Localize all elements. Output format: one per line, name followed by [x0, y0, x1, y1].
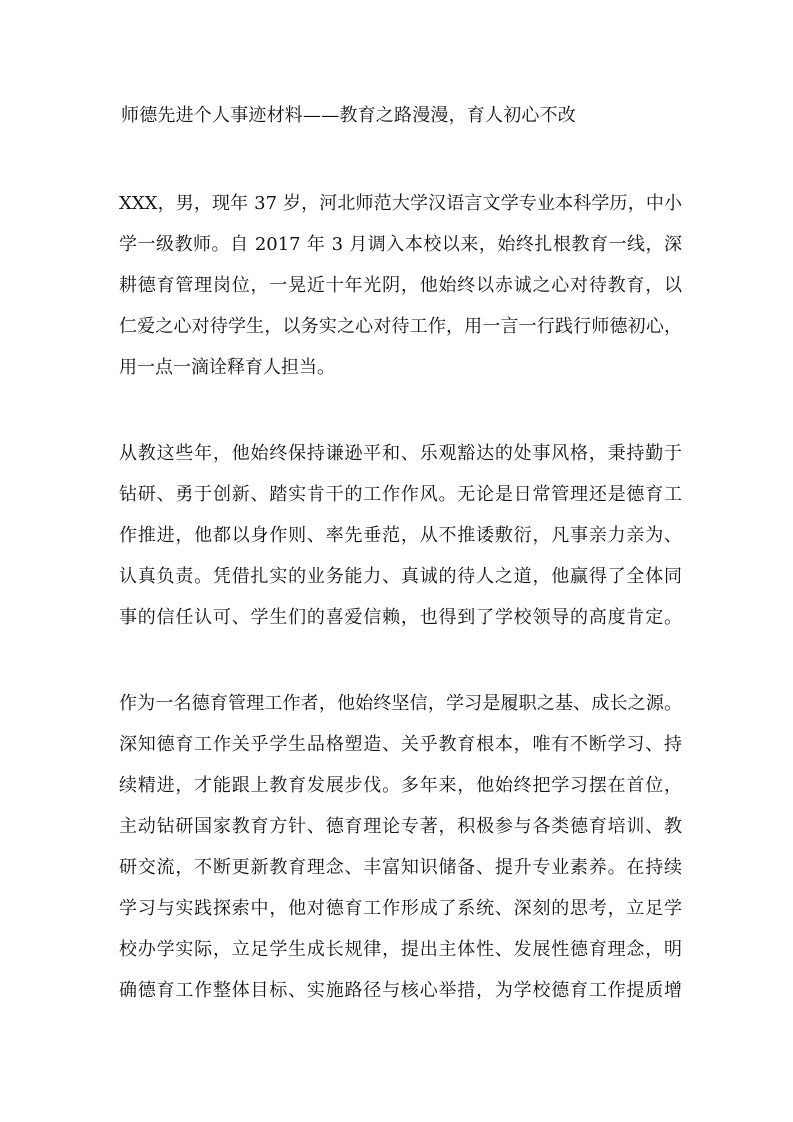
paragraph-line: 作为一名德育管理工作者，他始终坚信，学习是履职之基、成长之源。: [119, 693, 682, 714]
paragraph-line: 研交流，不断更新教育理念、丰富知识储备、提升专业素养。在持续: [119, 857, 682, 878]
paragraph-line: 事的信任认可、学生们的喜爱信赖，也得到了学校领导的高度肯定。: [119, 607, 682, 628]
paragraph-line: 作推进，他都以身作则、率先垂范，从不推诿敷衍，凡事亲力亲为、: [119, 525, 682, 546]
paragraph-line: 深知德育工作关乎学生品格塑造、关乎教育根本，唯有不断学习、持: [119, 734, 682, 755]
paragraph-line: 耕德育管理岗位，一晃近十年光阴，他始终以赤诚之心对待教育，以: [119, 275, 682, 296]
paragraph-line: 钻研、勇于创新、踏实肯干的工作作风。无论是日常管理还是德育工: [119, 484, 682, 505]
document-title: 师德先进个人事迹材料——教育之路漫漫，育人初心不改: [121, 105, 576, 126]
paragraph-line: 主动钻研国家教育方针、德育理论专著，积极参与各类德育培训、教: [119, 816, 682, 837]
paragraph-line: 仁爱之心对待学生，以务实之心对待工作，用一言一行践行师德初心，: [119, 316, 682, 337]
paragraph-line: 校办学实际，立足学生成长规律，提出主体性、发展性德育理念，明: [119, 939, 682, 960]
paragraph-line: 续精进，才能跟上教育发展步伐。多年来，他始终把学习摆在首位，: [119, 775, 682, 796]
paragraph-line: 确德育工作整体目标、实施路径与核心举措，为学校德育工作提质增: [119, 980, 682, 1001]
paragraph-line: 学一级教师。自 2017 年 3 月调入本校以来，始终扎根教育一线，深: [119, 234, 682, 255]
paragraph-line: 学习与实践探索中，他对德育工作形成了系统、深刻的思考，立足学: [119, 898, 682, 919]
paragraph-line: 用一点一滴诠释育人担当。: [119, 357, 335, 378]
paragraph-line: 认真负责。凭借扎实的业务能力、真诚的待人之道，他赢得了全体同: [119, 566, 682, 587]
paragraph-line: XXX，男，现年 37 岁，河北师范大学汉语言文学专业本科学历，中小: [119, 193, 682, 214]
paragraph-line: 从教这些年，他始终保持谦逊平和、乐观豁达的处事风格，秉持勤于: [119, 443, 682, 464]
